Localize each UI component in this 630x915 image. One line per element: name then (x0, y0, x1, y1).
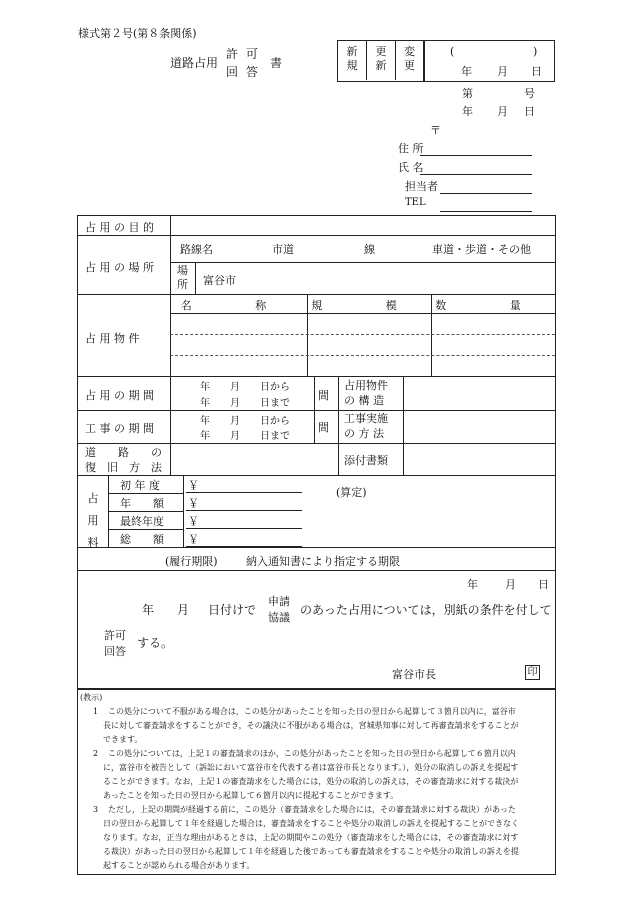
note-number: 3 (93, 805, 99, 814)
date-paren-open: ( (450, 45, 455, 58)
postal-mark: 〒 (430, 124, 441, 137)
doc-date-month: 月 (497, 105, 508, 118)
decision-ref-day: 日付けで (208, 603, 257, 617)
note-line: 日の翌日から起算して１年を経過した場合は，審査請求をすることや処分の取消しの訴えを提起することができなく (103, 819, 519, 828)
note-line: なります。なお，正当な理由があるときは，上記の期間やこの処分（審査請求をした場合には，その審査請求に対す (103, 833, 519, 842)
address-label: 住 所 (398, 142, 424, 155)
road-type-options[interactable]: 車道・歩道・その他 (432, 243, 531, 256)
fee-first-year-field[interactable] (186, 492, 302, 493)
fee-calc-label: (算定) (336, 486, 367, 499)
note-line: この処分について不服がある場合は，この処分があったことを知った日の翌日から起算して３箇月以内に，富谷市 (108, 707, 516, 716)
doc-no-go: 号 (524, 87, 535, 100)
fee-annual-field[interactable] (186, 510, 302, 511)
note-line: ただし，上記の期間が経過する前に，この処分（審査請求をした場合には，その審査請求に対する裁決）があった (108, 805, 516, 814)
attachments-label: 添付書類 (344, 454, 388, 467)
work-label: 工 事 の 期 間 (85, 422, 154, 435)
fee-total-field[interactable] (186, 546, 302, 547)
fee-row-first-year-label: 初 年 度 (120, 479, 160, 492)
fee-label: 占 用 料 (87, 492, 99, 549)
period-to[interactable]: 年 月 日まで (200, 398, 290, 409)
place-label: 場 所 (177, 264, 188, 291)
decision-ref-year: 年 (142, 603, 155, 617)
type-new[interactable]: 新 規 (346, 45, 358, 72)
route-name-label: 路線名 (180, 243, 213, 256)
doc-no-dai: 第 (462, 87, 473, 100)
location-label: 占 用 の 場 所 (85, 261, 154, 274)
period-kan: 間 (318, 389, 329, 402)
fee-row-final-year-label: 最終年度 (120, 515, 164, 528)
work-from[interactable]: 年 月 日から (200, 416, 290, 427)
decision-text: のあった占用については，別紙の条件を付して (300, 603, 552, 617)
notes-heading: (教示) (80, 693, 103, 702)
fee-row-annual-label: 年 額 (120, 497, 164, 510)
restore-label-1: 道 路 の (85, 446, 162, 459)
title-answer: 回 答 (226, 65, 260, 79)
fee-final-year-field[interactable] (186, 528, 302, 529)
deadline-text: 納入通知書により指定する期限 (246, 555, 400, 568)
method-label: 工事実施 の 方 法 (344, 412, 388, 440)
work-to[interactable]: 年 月 日まで (200, 431, 290, 442)
permit-answer-choice[interactable]: 許可 回答 (104, 629, 126, 658)
name-line[interactable] (420, 174, 532, 175)
date-year: 年 (461, 65, 472, 78)
doc-date-day: 日 (524, 105, 535, 118)
date-day: 日 (531, 65, 542, 78)
note-line: この処分については，上記１の審査請求のほか，この処分があったことを知った日の翌日から起算して６箇月以内 (108, 749, 516, 758)
decision-month: 月 (505, 578, 516, 591)
decision-day: 日 (538, 578, 549, 591)
note-line: ることができます。なお，上記１の審査請求をした場合には，処分の取消しの訴えは，その審査請求に対する裁決が (103, 777, 519, 786)
objects-label: 占 用 物 件 (85, 332, 140, 345)
title-prefix: 道路占用 (170, 56, 219, 70)
objects-header-scale: 規 模 (311, 299, 427, 312)
decision-ref-month: 月 (177, 603, 190, 617)
period-label: 占 用 の 期 間 (85, 389, 154, 402)
restore-label-2: 復 旧 方 法 (85, 461, 162, 474)
title-permit: 許 可 (226, 47, 260, 61)
structure-label: 占用物件 の 構 造 (344, 379, 388, 407)
note-line: る裁決）があった日の翌日から起算して１年を経過した後であっても審査請求をすることや処分の取消しの訴えを提 (103, 847, 519, 856)
form-number: 様式第２号(第８条関係) (78, 27, 197, 40)
route-line-label: 線 (364, 243, 375, 256)
tel-label: TEL (405, 197, 426, 208)
tel-line[interactable] (440, 211, 532, 212)
objects-header-quantity: 数 量 (435, 299, 551, 312)
official-seal: 印 (525, 665, 540, 680)
fee-yen: ￥ (188, 479, 199, 492)
name-label: 氏 名 (398, 161, 424, 174)
fee-row-total-label: 総 額 (120, 533, 164, 546)
title-suffix: 書 (270, 56, 283, 70)
objects-header-name: 名 称 (180, 299, 297, 312)
type-change[interactable]: 変 更 (404, 45, 415, 72)
work-kan: 間 (318, 421, 329, 434)
period-from[interactable]: 年 月 日から (200, 382, 290, 393)
decision-year: 年 (467, 578, 478, 591)
note-number: 2 (93, 749, 99, 758)
fee-yen: ￥ (188, 515, 199, 528)
apply-consult-choice[interactable]: 申請 協議 (268, 595, 290, 624)
date-month: 月 (497, 65, 508, 78)
fee-yen: ￥ (188, 533, 199, 546)
fee-yen: ￥ (188, 497, 199, 510)
decision-suru: する。 (137, 636, 174, 650)
note-line: 長に対して審査請求をすることができ，その議決に不服がある場合は，宮城県知事に対して再審査請求をすることが (103, 721, 519, 730)
purpose-field[interactable] (172, 217, 552, 234)
purpose-label: 占 用 の 目 的 (85, 221, 154, 234)
type-renew[interactable]: 更 新 (375, 45, 387, 72)
person-label: 担当者 (405, 180, 438, 193)
note-line: あったことを知った日の翌日から起算して６箇月以内に提起することができます。 (103, 791, 399, 800)
note-line: に，富谷市を被告として（訴訟において富谷市を代表する者は富谷市長となります。），処分の取消しの訴えを提起す (103, 763, 519, 772)
note-number: 1 (93, 707, 99, 716)
deadline-label: (履行期限) (165, 555, 218, 568)
objects-entry-area[interactable] (172, 315, 552, 375)
note-line: できます。 (103, 735, 143, 744)
mayor-name: 富谷市長 (392, 668, 436, 681)
person-line[interactable] (440, 193, 532, 194)
date-paren-close: ) (533, 45, 538, 58)
place-value: 富谷市 (203, 274, 236, 287)
address-line[interactable] (420, 155, 532, 156)
note-line: 起することが認められる場合があります。 (103, 861, 255, 870)
city-road-label: 市道 (272, 243, 294, 256)
doc-date-year: 年 (462, 105, 473, 118)
